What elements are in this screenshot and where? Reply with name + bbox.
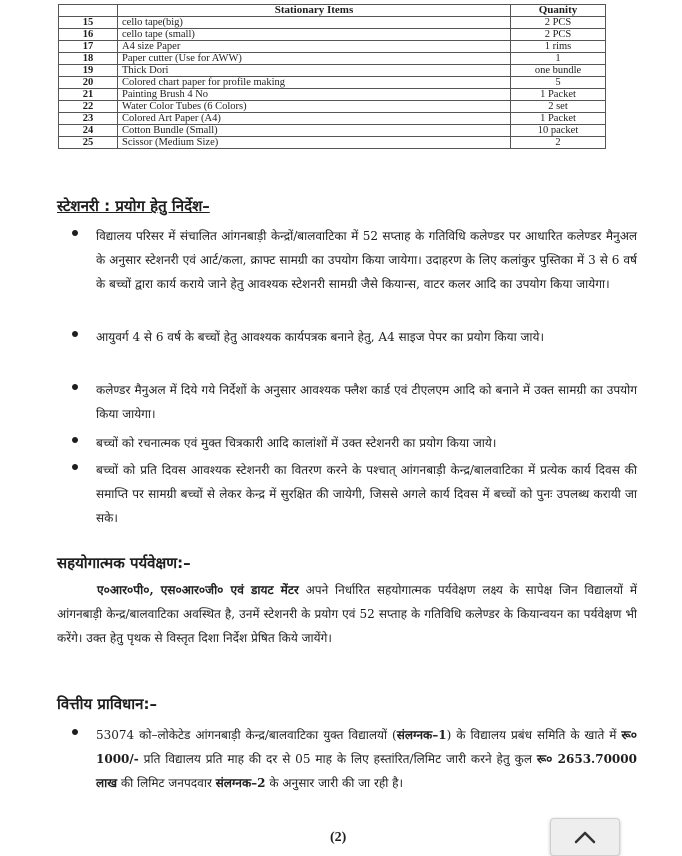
page-number: (2): [330, 830, 347, 845]
list-item: [72, 431, 637, 455]
row-quantity: 2: [511, 137, 606, 149]
bullet-icon: [72, 331, 78, 337]
bullet-text: आयुवर्ग 4 से 6 वर्ष के बच्चों हेतु आवश्यक कार्यपत्रक बनाने हेतु, A4 साइज पेपर का प्रयोग किया जाये।: [96, 330, 545, 344]
supervision-bold-lead: ए०आर०पी०, एस०आर०जी० एवं डायट मेंटर: [97, 583, 299, 597]
row-quantity: 5: [511, 77, 606, 89]
row-number: 18: [59, 53, 118, 65]
table-row: [59, 17, 606, 29]
bullet-icon: [72, 230, 78, 236]
section-heading-financial-provision: वित्तीय प्राविधान:–: [57, 695, 157, 713]
row-item: cello tape (small): [118, 29, 511, 41]
table-row: [59, 125, 606, 137]
header-qty: Quanity: [511, 5, 606, 17]
table-row: [59, 101, 606, 113]
row-number: 22: [59, 101, 118, 113]
table-row: [59, 137, 606, 149]
row-item: Scissor (Medium Size): [118, 137, 511, 149]
table-header-row: [59, 5, 606, 17]
row-quantity: 10 packet: [511, 125, 606, 137]
row-number: 23: [59, 113, 118, 125]
row-item: A4 size Paper: [118, 41, 511, 53]
row-quantity: 2 PCS: [511, 17, 606, 29]
row-item: Colored chart paper for profile making: [118, 77, 511, 89]
table-row: [59, 29, 606, 41]
supervision-paragraph: [57, 578, 637, 650]
list-item: [72, 723, 637, 795]
row-item: Cotton Bundle (Small): [118, 125, 511, 137]
row-quantity: 1 rims: [511, 41, 606, 53]
table-row: [59, 89, 606, 101]
row-number: 17: [59, 41, 118, 53]
chevron-up-icon: [573, 829, 597, 845]
bullet-icon: [72, 729, 78, 735]
row-item: Paper cutter (Use for AWW): [118, 53, 511, 65]
bullet-icon: [72, 384, 78, 390]
row-item: Colored Art Paper (A4): [118, 113, 511, 125]
table-row: [59, 53, 606, 65]
table-row: [59, 41, 606, 53]
financial-text: 53074 को–लोकेटेड आंगनबाड़ी केन्द्र/बालवाटिका युक्त विद्यालयों (संलग्नक–1) के विद्यालय प्रबंध समिति के खाते में रू० 1000/- प्रति विद्यालय प्रति माह की दर से 05 माह के लिए हस्तांरित/लिमिट जारी करने हेतु कुल रू० 2653.70000 लाख की लिमिट जनपदवार संलग्नक–2 के अनुसार जारी की जा रही है।: [96, 728, 637, 790]
header-item: Stationary Items: [118, 5, 511, 17]
list-item: [72, 378, 637, 426]
row-number: 20: [59, 77, 118, 89]
row-number: 25: [59, 137, 118, 149]
row-quantity: 2 PCS: [511, 29, 606, 41]
row-item: Thick Dori: [118, 65, 511, 77]
section-heading-supportive-supervision: सहयोगात्मक पर्यवेक्षण:–: [57, 554, 191, 572]
table-row: [59, 77, 606, 89]
table-row: [59, 65, 606, 77]
row-item: Water Color Tubes (6 Colors): [118, 101, 511, 113]
row-number: 19: [59, 65, 118, 77]
table-body: [59, 17, 606, 149]
row-quantity: 1 Packet: [511, 89, 606, 101]
row-quantity: 1 Packet: [511, 113, 606, 125]
bullet-text: बच्चों को रचनात्मक एवं मुक्त चित्रकारी आदि कालांशों में उक्त स्टेशनरी का प्रयोग किया जाये।: [96, 436, 497, 450]
section-heading-stationery-usage: स्टेशनरी : प्रयोग हेतु निर्देश–: [57, 197, 210, 215]
bullet-text: कलेण्डर मैनुअल में दिये गये निर्देशों के अनुसार आवश्यक फ्लैश कार्ड एवं टीएलएम आदि को बनाने में उक्त सामग्री का उपयोग किया जायेगा।: [96, 383, 637, 421]
row-quantity: one bundle: [511, 65, 606, 77]
bullet-icon: [72, 464, 78, 470]
bullet-icon: [72, 437, 78, 443]
list-item: [72, 325, 637, 349]
stationary-items-table: [58, 4, 606, 149]
row-number: 21: [59, 89, 118, 101]
table-row: [59, 113, 606, 125]
header-num: [59, 5, 118, 17]
list-item: [72, 458, 637, 530]
row-number: 24: [59, 125, 118, 137]
row-quantity: 2 set: [511, 101, 606, 113]
bullet-text: बच्चों को प्रति दिवस आवश्यक स्टेशनरी का वितरण करने के पश्चात् आंगनबाड़ी केन्द्र/बालवाटिका में प्रत्येक कार्य दिवस की समाप्ति पर सामग्री बच्चों से लेकर केन्द्र में सुरक्षित की जायेगी, जिससे अगले कार्य दिवस में बच्चों को पुनः उपलब्ध करायी जा सके।: [96, 463, 637, 525]
scroll-to-top-button[interactable]: [550, 818, 620, 856]
row-number: 16: [59, 29, 118, 41]
bullet-text: विद्यालय परिसर में संचालित आंगनबाड़ी केन्द्रों/बालवाटिका में 52 सप्ताह के गतिविधि कलेण्डर पर आधारित कलेण्डर मैनुअल के अनुसार स्टेशनरी एवं आर्ट/कला, क्राफ्ट सामग्री का उपयोग किया जायेगा। उदाहरण के लिए कलांकुर पुस्तिका में 3 से 6 वर्ष के बच्चों द्वारा कार्य कराये जाने हेतु आवश्यक स्टेशनरी सामग्री जैसे कियान्स, वाटर कलर आदि का उपयोग किया जायेगा।: [96, 229, 637, 291]
row-item: Painting Brush 4 No: [118, 89, 511, 101]
row-number: 15: [59, 17, 118, 29]
supervision-text: अपने निर्धारित सहयोगात्मक पर्यवेक्षण लक्ष्य के सापेक्ष जिन विद्यालयों में आंगनबाड़ी केन्द्र/बालवाटिका अवस्थित है, उनमें स्टेशनरी के प्रयोग एवं 52 सप्ताह के गतिविधि कलेण्डर के कियान्वयन का पर्यवेक्षण भी करेंगे। उक्त हेतु पृथक से विस्तृत दिशा निर्देश प्रेषित किये जायेंगे।: [57, 583, 637, 645]
row-item: cello tape(big): [118, 17, 511, 29]
list-item: [72, 224, 637, 296]
row-quantity: 1: [511, 53, 606, 65]
